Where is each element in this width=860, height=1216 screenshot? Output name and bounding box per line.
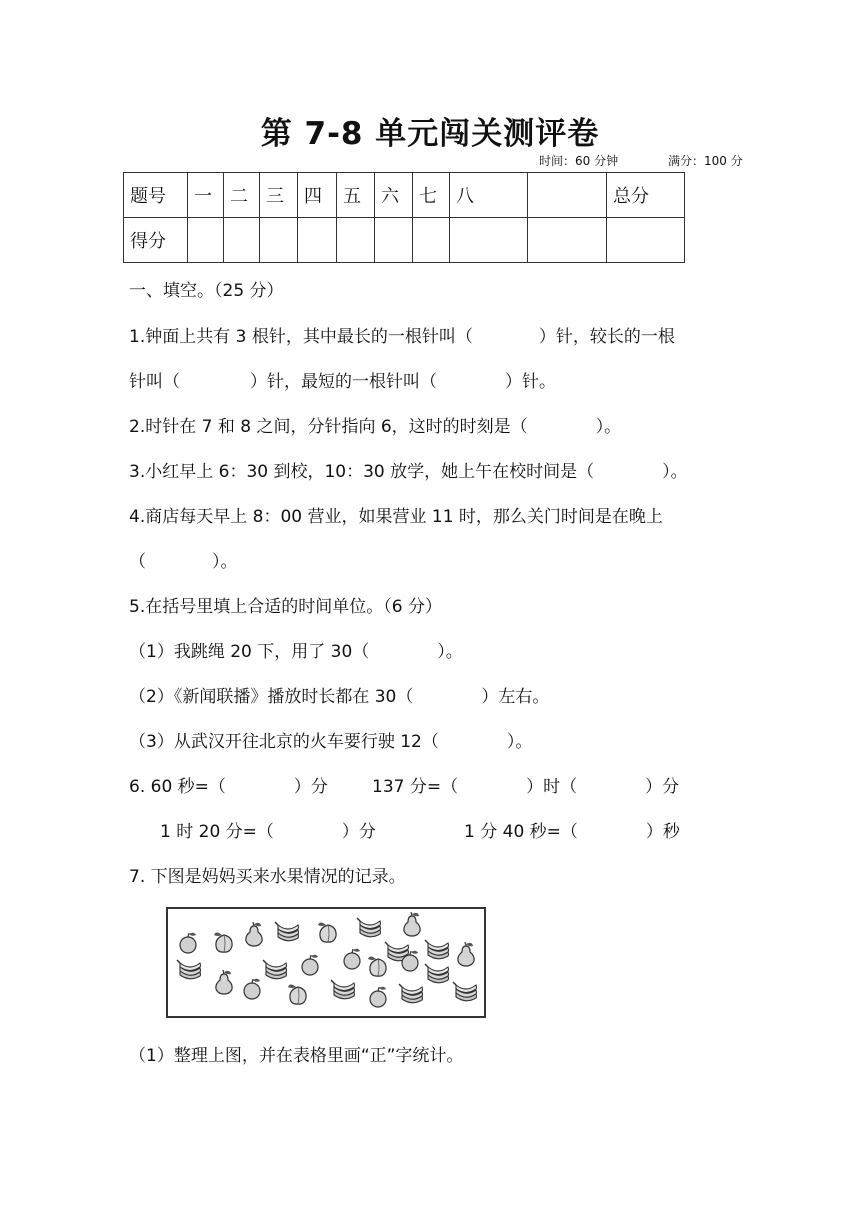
apple-icon xyxy=(370,987,386,1007)
score-input-cell[interactable] xyxy=(375,218,413,263)
text-segment: 137 分=（ xyxy=(372,777,459,797)
score-input-cell[interactable] xyxy=(607,218,685,263)
text-segment: ）分 xyxy=(293,777,328,797)
text-segment: 3.小红早上 6：30 到校，10：30 放学，她上午在校时间是（ xyxy=(129,462,595,482)
table-cell: 总分 xyxy=(607,173,685,218)
apple-icon xyxy=(244,979,260,999)
question-5-3 xyxy=(129,727,532,752)
table-cell: 四 xyxy=(298,173,337,218)
text-segment: ）分 xyxy=(341,822,376,842)
score-table-score-row xyxy=(124,218,685,263)
score-input-cell[interactable] xyxy=(528,218,607,263)
question-6-line-2-b xyxy=(464,817,680,842)
question-4-line-1: 4.商店每天早上 8：00 营业，如果营业 11 时，那么关门时间是在晚上 xyxy=(129,507,663,527)
question-5-title: 5.在括号里填上合适的时间单位。（6 分） xyxy=(129,597,442,617)
table-cell: 三 xyxy=(260,173,298,218)
peach-icon xyxy=(368,957,386,977)
question-6-line-1-b xyxy=(372,772,679,797)
question-5-2 xyxy=(129,682,549,707)
text-segment: 针叫（ xyxy=(129,372,180,392)
text-segment: ）时（ xyxy=(526,777,578,797)
banana-icon xyxy=(425,940,449,959)
peach-icon xyxy=(318,923,336,943)
question-2 xyxy=(129,412,621,437)
apple-icon xyxy=(344,949,360,969)
text-segment: 1.钟面上共有 3 根针，其中最长的一根针叫（ xyxy=(129,327,473,347)
apple-icon xyxy=(180,933,196,953)
pear-icon xyxy=(246,922,262,946)
score-input-cell[interactable] xyxy=(298,218,337,263)
text-segment: ）左右。 xyxy=(481,687,550,707)
text-segment: （ xyxy=(129,552,146,572)
fruit-figure xyxy=(166,907,486,1018)
text-segment: ）。 xyxy=(595,417,622,437)
banana-icon xyxy=(399,984,423,1003)
text-segment: ）分 xyxy=(645,777,680,797)
table-cell: 题号 xyxy=(124,173,188,218)
banana-icon xyxy=(425,964,449,983)
table-cell: 六 xyxy=(375,173,413,218)
question-7-title: 7. 下图是妈妈买来水果情况的记录。 xyxy=(129,867,406,887)
full-score: 满分：100 分 xyxy=(668,154,743,168)
banana-icon xyxy=(453,982,477,1001)
score-input-cell[interactable] xyxy=(260,218,298,263)
text-segment: ）。 xyxy=(212,552,238,572)
score-input-cell[interactable] xyxy=(224,218,260,263)
question-6-line-1 xyxy=(129,772,328,797)
banana-icon xyxy=(275,922,299,941)
text-segment: ）。 xyxy=(437,642,463,662)
question-1-line-2 xyxy=(129,367,556,392)
table-cell: 二 xyxy=(224,173,260,218)
text-segment: 6. 60 秒=（ xyxy=(129,777,226,797)
score-input-cell[interactable] xyxy=(413,218,450,263)
score-table xyxy=(123,172,685,263)
apple-icon xyxy=(302,955,318,975)
text-segment: ）针，最短的一根针叫（ xyxy=(250,372,437,392)
banana-icon xyxy=(331,980,355,999)
table-cell: 八 xyxy=(450,173,528,218)
text-segment: ）针。 xyxy=(505,372,556,392)
table-cell: 七 xyxy=(413,173,450,218)
pear-icon xyxy=(216,970,232,994)
text-segment: 1 时 20 分=（ xyxy=(160,822,274,842)
fruit-figure-svg xyxy=(168,909,484,1016)
section-title: 一、填空。（25 分） xyxy=(129,281,284,301)
text-segment: 2.时针在 7 和 8 之间，分针指向 6，这时的时刻是（ xyxy=(129,417,528,437)
question-1-line-1 xyxy=(129,322,675,347)
question-4-line-2 xyxy=(129,547,238,572)
question-3 xyxy=(129,457,688,482)
table-cell xyxy=(528,173,607,218)
table-cell: 一 xyxy=(188,173,224,218)
question-5-1 xyxy=(129,637,463,662)
score-table-header-row xyxy=(124,173,685,218)
question-7-1: （1）整理上图，并在表格里画“正”字统计。 xyxy=(129,1046,464,1066)
text-segment: 1 分 40 秒=（ xyxy=(464,822,578,842)
banana-icon xyxy=(263,960,287,979)
text-segment: （3）从武汉开往北京的火车要行驶 12（ xyxy=(129,732,439,752)
peach-icon xyxy=(214,933,232,953)
text-segment: ）秒 xyxy=(645,822,680,842)
pear-icon xyxy=(404,912,420,936)
text-segment: （2）《新闻联播》播放时长都在 30（ xyxy=(129,687,414,707)
peach-icon xyxy=(288,985,306,1005)
banana-icon xyxy=(177,960,201,979)
score-input-cell[interactable] xyxy=(188,218,224,263)
score-input-cell[interactable] xyxy=(337,218,375,263)
page-title: 第 7-8 单元闯关测评卷 xyxy=(260,116,600,152)
text-segment: ）。 xyxy=(662,462,688,482)
pear-icon xyxy=(458,942,474,966)
table-cell: 得分 xyxy=(124,218,188,263)
banana-icon xyxy=(357,918,381,937)
text-segment: ）针，较长的一根 xyxy=(538,327,675,347)
question-6-line-2 xyxy=(160,817,376,842)
text-segment: ）。 xyxy=(506,732,533,752)
exam-time: 时间：60 分钟 xyxy=(539,154,619,168)
text-segment: （1）我跳绳 20 下，用了 30（ xyxy=(129,642,370,662)
table-cell: 五 xyxy=(337,173,375,218)
score-input-cell[interactable] xyxy=(450,218,528,263)
